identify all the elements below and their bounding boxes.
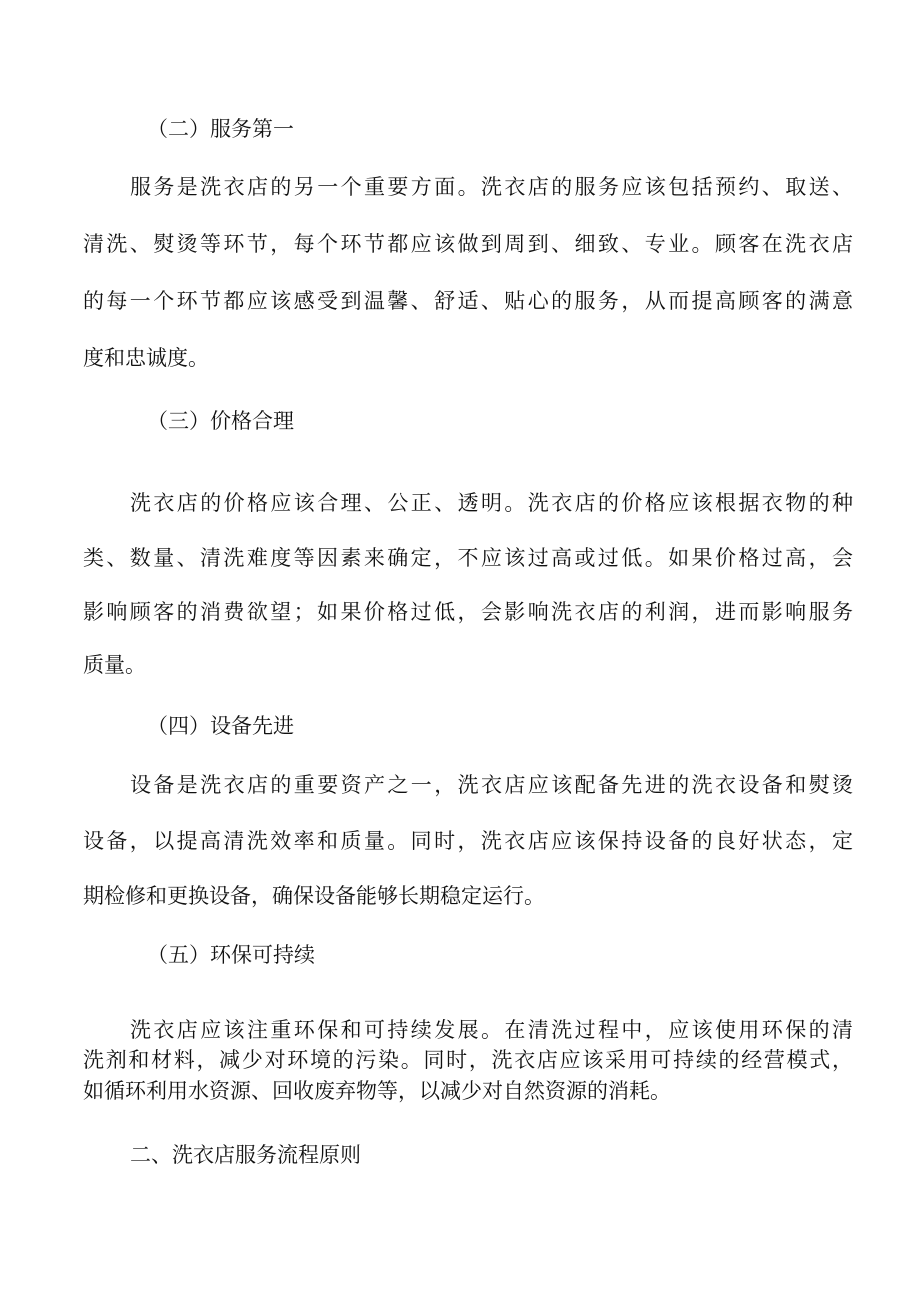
section-heading-service: （二）服务第一 <box>147 117 294 141</box>
section-heading-equipment: （四）设备先进 <box>147 714 294 738</box>
paragraph-line: 如循环利用水资源、回收废弃物等，以减少对自然资源的消耗。 <box>83 1079 671 1103</box>
paragraph-line: 度和忠诚度。 <box>83 346 209 370</box>
paragraph-line: 的每一个环节都应该感受到温馨、舒适、贴心的服务，从而提高顾客的满意 <box>83 289 853 313</box>
paragraph-line: 服务是洗衣店的另一个重要方面。洗衣店的服务应该包括预约、取送、 <box>130 175 853 199</box>
paragraph-line: 设备，以提高清洗效率和质量。同时，洗衣店应该保持设备的良好状态，定 <box>83 829 853 853</box>
paragraph-line: 设备是洗衣店的重要资产之一，洗衣店应该配备先进的洗衣设备和熨烫 <box>130 773 853 797</box>
paragraph-line: 影响顾客的消费欲望；如果价格过低，会影响洗衣店的利润，进而影响服务 <box>83 600 853 624</box>
paragraph-line: 洗衣店应该注重环保和可持续发展。在清洗过程中，应该使用环保的清 <box>130 1018 853 1042</box>
chapter-heading: 二、洗衣店服务流程原则 <box>130 1143 361 1167</box>
section-heading-price: （三）价格合理 <box>147 409 294 433</box>
paragraph-line: 洗衣店的价格应该合理、公正、透明。洗衣店的价格应该根据衣物的种 <box>130 491 853 515</box>
paragraph-line: 洗剂和材料，减少对环境的污染。同时，洗衣店应该采用可持续的经营模式， <box>83 1048 853 1072</box>
section-heading-environment: （五）环保可持续 <box>147 943 315 967</box>
paragraph-line: 类、数量、清洗难度等因素来确定，不应该过高或过低。如果价格过高，会 <box>83 546 853 570</box>
paragraph-line: 质量。 <box>83 653 146 677</box>
paragraph-line: 清洗、熨烫等环节，每个环节都应该做到周到、细致、专业。顾客在洗衣店 <box>83 232 853 256</box>
paragraph-line: 期检修和更换设备，确保设备能够长期稳定运行。 <box>83 884 545 908</box>
